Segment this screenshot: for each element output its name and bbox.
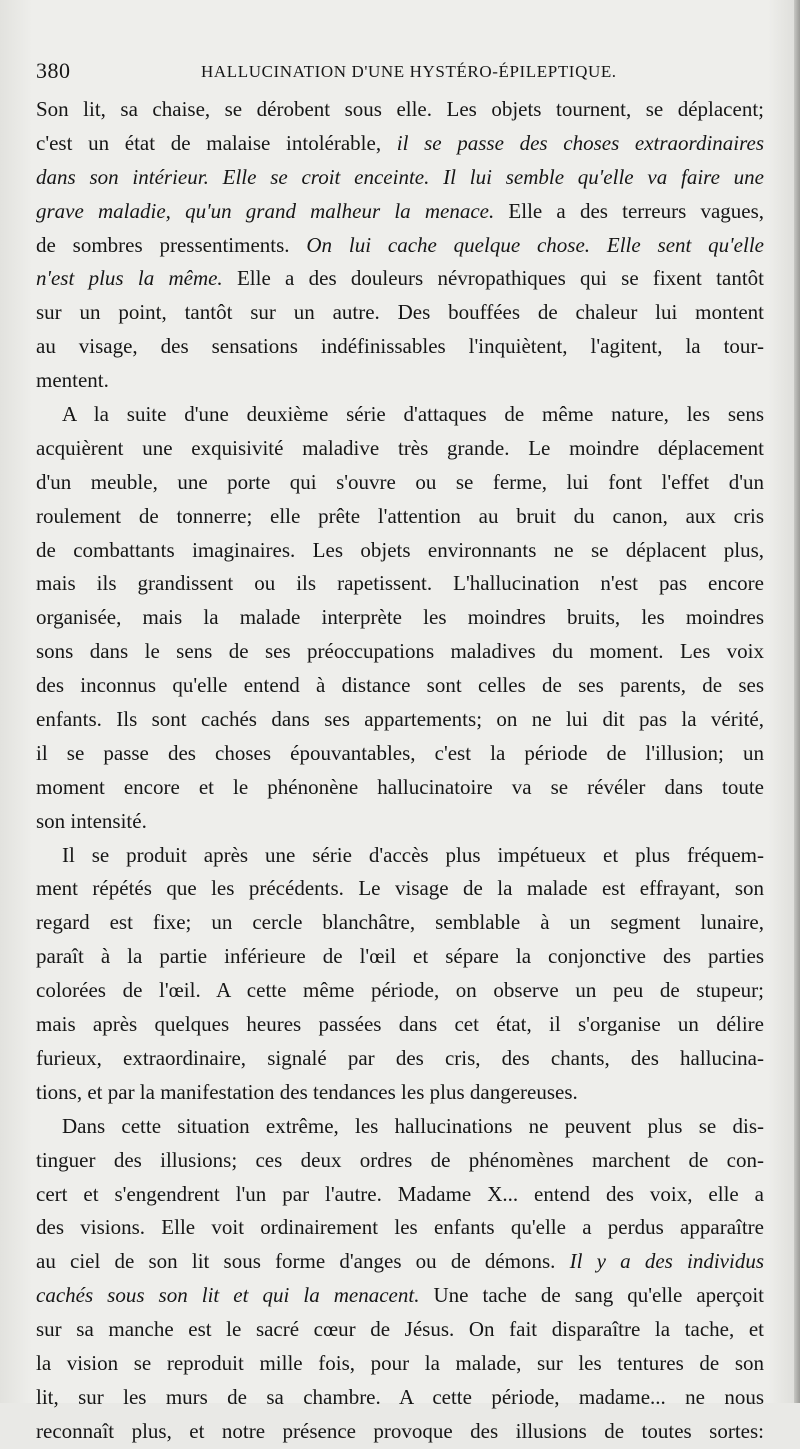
text-line	[36, 1279, 764, 1313]
text-line	[36, 1211, 764, 1245]
text-segment: roulement de tonnerre; elle prête l'attention au bruit du canon, aux cris	[36, 503, 764, 528]
text-segment: organisée, mais la malade interprète les moindres bruits, les moindres	[36, 605, 764, 630]
text-line	[36, 906, 764, 940]
italic-text: n'est plus la même.	[36, 266, 223, 291]
text-line	[36, 601, 764, 635]
text-segment: furieux, extraordinaire, signalé par des cris, des chants, des hallucina-	[36, 1045, 764, 1070]
text-segment: de combattants imaginaires. Les objets environnants ne se déplacent plus,	[36, 537, 764, 562]
text-segment: sons dans le sens de ses préoccupations maladives du moment. Les voix	[36, 639, 764, 664]
text-segment: au visage, des sensations indéfinissables l'inquiètent, l'agitent, la tour-	[36, 334, 764, 359]
page-header	[36, 58, 764, 88]
text-line	[36, 398, 764, 432]
text-line	[36, 1076, 764, 1110]
text-line	[36, 703, 764, 737]
page-edge-shadow	[794, 0, 800, 1403]
text-segment: sur sa manche est le sacré cœur de Jésus. On fait disparaître la tache, et	[36, 1317, 764, 1342]
text-line	[36, 364, 764, 398]
italic-text: Il y a des individus	[569, 1249, 764, 1274]
text-line	[36, 839, 764, 873]
text-line	[36, 296, 764, 330]
text-segment: des inconnus qu'elle entend à distance sont celles de ses parents, de ses	[36, 673, 764, 698]
italic-text: grave maladie, qu'un grand malheur la menace.	[36, 198, 495, 223]
text-segment: Elle a des terreurs vagues,	[494, 198, 764, 223]
text-segment: Dans cette situation extrême, les hallucinations ne peuvent plus se dis-	[62, 1113, 764, 1138]
text-segment: tinguer des illusions; ces deux ordres de phénomènes marchent de con-	[36, 1147, 764, 1172]
text-line	[36, 974, 764, 1008]
text-line	[36, 1178, 764, 1212]
text-segment: d'un meuble, une porte qui s'ouvre ou se ferme, lui font l'effet d'un	[36, 469, 764, 494]
text-line	[36, 1381, 764, 1415]
text-segment: mais après quelques heures passées dans cet état, il s'organise un délire	[36, 1012, 764, 1037]
text-segment: c'est un état de malaise intolérable,	[36, 130, 397, 155]
text-segment: lit, sur les murs de sa chambre. A cette période, madame... ne nous	[36, 1384, 764, 1409]
text-line	[36, 93, 764, 127]
body-text	[36, 93, 764, 1449]
italic-text: cachés sous son lit et qui la menacent.	[36, 1283, 420, 1308]
text-segment: sur un point, tantôt sur un autre. Des bouffées de chaleur lui montent	[36, 300, 764, 325]
text-segment: Elle a des douleurs névropathiques qui se fixent tantôt	[222, 266, 764, 291]
text-line	[36, 330, 764, 364]
text-line	[36, 1245, 764, 1279]
text-line	[36, 1144, 764, 1178]
text-segment: des visions. Elle voit ordinairement les enfants qu'elle a perdus apparaître	[36, 1215, 764, 1240]
running-title: HALLUCINATION D'UNE HYSTÉRO-ÉPILEPTIQUE.	[201, 62, 617, 81]
text-line	[36, 1042, 764, 1076]
text-line	[36, 534, 764, 568]
text-line	[36, 805, 764, 839]
text-line	[36, 195, 764, 229]
text-line	[36, 771, 764, 805]
text-line	[36, 669, 764, 703]
text-line	[36, 1008, 764, 1042]
italic-text: On lui cache quelque chose. Elle sent qu'elle	[306, 232, 764, 257]
text-segment: ment répétés que les précédents. Le visage de la malade est effrayant, son	[36, 876, 764, 901]
text-segment: Son lit, sa chaise, se dérobent sous elle. Les objets tournent, se déplacent;	[36, 97, 764, 121]
text-segment: cert et s'engendrent l'un par l'autre. Madame X... entend des voix, elle a	[36, 1181, 764, 1206]
text-line	[36, 432, 764, 466]
text-segment: acquièrent une exquisivité maladive très grande. Le moindre déplacement	[36, 435, 764, 460]
text-segment: moment encore et le phénonène hallucinatoire va se révéler dans toute	[36, 774, 764, 799]
text-segment: A la suite d'une deuxième série d'attaques de même nature, les sens	[62, 402, 764, 427]
text-segment: il se passe des choses épouvantables, c'est la période de l'illusion; un	[36, 740, 764, 765]
italic-text: il se passe des choses extraordinaires	[396, 130, 764, 155]
text-segment: Il se produit après une série d'accès plus impétueux et plus fréquem-	[62, 842, 764, 867]
text-line	[36, 567, 764, 601]
page-number: 380	[36, 58, 71, 83]
text-segment: reconnaît plus, et notre présence provoque des illusions de toutes sortes:	[36, 1418, 764, 1443]
text-segment: au ciel de son lit sous forme d'anges ou de démons.	[36, 1249, 570, 1274]
text-segment: mais ils grandissent ou ils rapetissent. L'hallucination n'est pas encore	[36, 571, 764, 596]
text-line	[36, 940, 764, 974]
text-line	[36, 1110, 764, 1144]
text-segment: son intensité.	[36, 808, 147, 833]
text-segment: colorées de l'œil. A cette même période, on observe un peu de stupeur;	[36, 978, 764, 1003]
text-line	[36, 635, 764, 669]
text-line	[36, 466, 764, 500]
text-line	[36, 1415, 764, 1449]
text-segment: regard est fixe; un cercle blanchâtre, semblable à un segment lunaire,	[36, 910, 764, 935]
text-line	[36, 737, 764, 771]
italic-text: dans son intérieur. Elle se croit enceinte. Il lui semble qu'elle va faire une	[36, 164, 764, 189]
text-line	[36, 500, 764, 534]
text-segment: de sombres pressentiments.	[36, 232, 307, 257]
text-line	[36, 872, 764, 906]
text-segment: Une tache de sang qu'elle aperçoit	[419, 1283, 764, 1308]
text-line	[36, 1313, 764, 1347]
text-segment: tions, et par la manifestation des tendances les plus dangereuses.	[36, 1079, 578, 1104]
text-line	[36, 262, 764, 296]
text-line	[36, 127, 764, 161]
text-segment: paraît à la partie inférieure de l'œil et sépare la conjonctive des parties	[36, 944, 764, 969]
text-segment: enfants. Ils sont cachés dans ses appartements; on ne lui dit pas la vérité,	[36, 707, 764, 732]
text-line	[36, 229, 764, 263]
text-segment: mentent.	[36, 368, 109, 393]
text-segment: la vision se reproduit mille fois, pour la malade, sur les tentures de son	[36, 1350, 764, 1375]
text-line	[36, 1347, 764, 1381]
text-line	[36, 161, 764, 195]
